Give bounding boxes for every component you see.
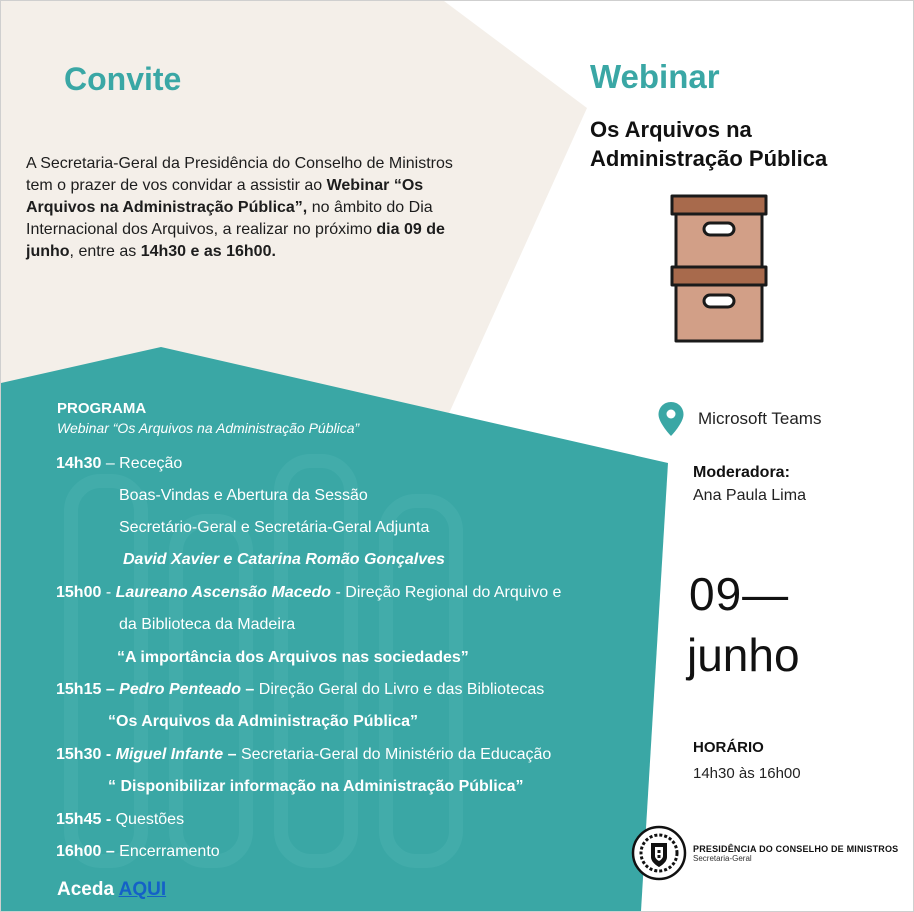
program-line bbox=[108, 713, 418, 731]
program-line bbox=[123, 551, 445, 569]
program-line bbox=[119, 487, 368, 505]
cta bbox=[57, 879, 166, 901]
webinar-title: Webinar bbox=[590, 58, 720, 95]
pcm-logo bbox=[631, 825, 898, 881]
program-line bbox=[119, 519, 429, 537]
schedule-label: HORÁRIO bbox=[693, 739, 764, 756]
invite-title: Convite bbox=[64, 61, 182, 97]
program-line bbox=[117, 649, 469, 667]
invite-text-time: 14h30 e as 16h00. bbox=[140, 243, 276, 260]
program-sep: – bbox=[101, 681, 120, 698]
date-day: 09— bbox=[689, 568, 790, 620]
program-sep: - bbox=[101, 746, 116, 763]
program-time: 15h30 bbox=[56, 746, 102, 763]
program-sep: – bbox=[223, 746, 241, 763]
program-speaker: Pedro Penteado bbox=[119, 681, 241, 698]
invite-text-webinar: Webinar “Os Arquivos na Administração Pública”, bbox=[26, 177, 424, 216]
pcm-subtitle: Secretaria-Geral bbox=[693, 853, 752, 863]
program-sep: - bbox=[331, 584, 346, 601]
program-subtitle: Webinar “Os Arquivos na Administração Pública” bbox=[57, 420, 360, 436]
program-talk: “Os Arquivos da Administração Pública” bbox=[108, 713, 418, 730]
pcm-text bbox=[693, 844, 898, 863]
program-sep: - bbox=[101, 584, 116, 601]
schedule-value: 14h30 às 16h00 bbox=[693, 765, 801, 782]
program-time: 15h15 bbox=[56, 681, 102, 698]
program-line bbox=[56, 681, 544, 699]
portuguese-republic-seal-icon bbox=[631, 825, 687, 881]
location bbox=[657, 401, 821, 437]
program-time: 14h30 bbox=[56, 455, 102, 472]
program-sep: – bbox=[240, 681, 259, 698]
program-time: 16h00 bbox=[56, 843, 102, 860]
program-time: 15h45 bbox=[56, 811, 102, 828]
program-sep: – bbox=[101, 843, 120, 860]
cta-label: Aceda bbox=[57, 879, 115, 900]
archive-boxes-icon bbox=[669, 193, 769, 345]
moderator-label: Moderadora: bbox=[693, 464, 790, 481]
program-title: PROGRAMA bbox=[57, 400, 147, 417]
program-time: 15h00 bbox=[56, 584, 102, 601]
program-line bbox=[56, 746, 551, 764]
program-text: Questões bbox=[115, 811, 185, 828]
webinar-subtitle: Os Arquivos na Administração Pública bbox=[590, 117, 828, 171]
pcm-name: PRESIDÊNCIA DO CONSELHO DE MINISTROS bbox=[693, 843, 899, 854]
program-text: Secretário-Geral e Secretária-Geral Adjunta bbox=[119, 519, 430, 536]
program-speaker: Laureano Ascensão Macedo bbox=[115, 584, 332, 601]
program-talk: “ Disponibilizar informação na Administração Pública” bbox=[108, 778, 524, 795]
moderator-name: Ana Paula Lima bbox=[693, 487, 806, 504]
program-text: Direção Regional do Arquivo e bbox=[345, 584, 562, 601]
invite-text bbox=[26, 153, 456, 263]
program-line bbox=[56, 584, 561, 602]
invite-text-part: , entre as bbox=[69, 243, 141, 260]
program-text: Direção Geral do Livro e das Bibliotecas bbox=[258, 681, 545, 698]
program-sep: – bbox=[101, 455, 120, 472]
program-text: Boas-Vindas e Abertura da Sessão bbox=[119, 487, 368, 504]
program-text: Encerramento bbox=[119, 843, 220, 860]
program-text: Secretaria-Geral do Ministério da Educação bbox=[240, 746, 552, 763]
program-speaker: Miguel Infante bbox=[115, 746, 224, 763]
invite-text-part: no âmbito do Dia Internacional dos Arquivos, a realizar no próximo bbox=[26, 199, 433, 238]
program-line bbox=[56, 811, 184, 829]
date-month: junho bbox=[687, 629, 800, 681]
program-line bbox=[56, 843, 220, 861]
program-line bbox=[119, 616, 295, 634]
invite-text-part: A Secretaria-Geral da Presidência do Conselho de Ministros tem o prazer de vos convidar a assistir ao bbox=[26, 155, 453, 194]
program-line bbox=[108, 778, 524, 796]
program-text: Receção bbox=[119, 455, 183, 472]
program-sep: - bbox=[101, 811, 116, 828]
location-text: Microsoft Teams bbox=[698, 409, 822, 428]
cta-link[interactable]: AQUI bbox=[118, 879, 167, 900]
map-pin-icon bbox=[657, 401, 685, 437]
invite-text-date: dia 09 de junho bbox=[26, 221, 445, 260]
program-talk: “A importância dos Arquivos nas sociedades” bbox=[117, 649, 469, 666]
program-speaker: David Xavier e Catarina Romão Gonçalves bbox=[123, 551, 445, 568]
program-text: da Biblioteca da Madeira bbox=[119, 616, 296, 633]
program-line bbox=[56, 455, 182, 473]
